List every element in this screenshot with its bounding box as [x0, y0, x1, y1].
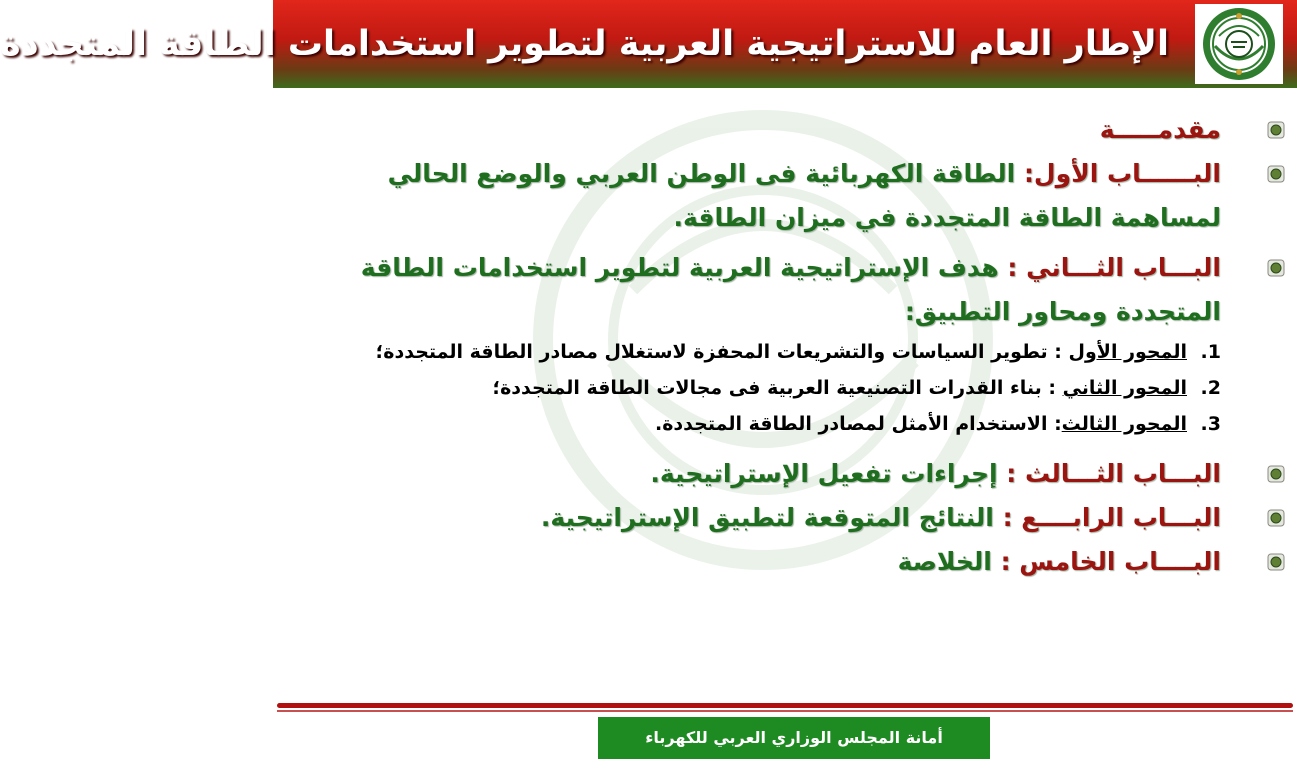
axis-number: 1.	[1200, 341, 1221, 363]
list-item-chapter-3	[331, 452, 1221, 496]
axis-label: المحور الأول	[1068, 341, 1187, 363]
list-item-chapter-2	[331, 246, 1221, 334]
introduction-label: مقدمـــــة	[1099, 115, 1221, 144]
chapter-5-label: البــــاب الخامس :	[1000, 547, 1221, 576]
axis-label: المحور الثاني	[1062, 377, 1187, 399]
axis-separator: :	[1047, 341, 1069, 363]
bullet-icon	[1267, 509, 1285, 527]
footer-divider-thin	[277, 710, 1293, 712]
chapter-1-label: البــــــاب الأول:	[1023, 159, 1221, 188]
axis-separator: :	[1041, 377, 1063, 399]
footer-caption: أمانة المجلس الوزاري العربي للكهرباء	[598, 717, 990, 759]
chapter-3-label: البـــاب الثـــالث :	[1006, 459, 1221, 488]
axis-number: 3.	[1200, 413, 1221, 435]
chapter-4-text: النتائج المتوقعة لتطبيق الإستراتيجية.	[540, 503, 1003, 532]
axis-text: بناء القدرات التصنيعية العربية فى مجالات الطاقة المتجددة؛	[492, 377, 1042, 399]
axis-text: تطوير السياسات والتشريعات المحفزة لاستغلال مصادر الطاقة المتجددة؛	[375, 341, 1048, 363]
bullet-icon	[1267, 465, 1285, 483]
chapter-4-label: البـــاب الرابــــع :	[1002, 503, 1221, 532]
bullet-icon	[1267, 259, 1285, 277]
chapter-3-text: إجراءات تفعيل الإستراتيجية.	[650, 459, 1007, 488]
footer-divider	[277, 703, 1293, 708]
list-item-chapter-1	[331, 152, 1221, 240]
bullet-icon	[1267, 121, 1285, 139]
chapter-1-text: الطاقة الكهربائية فى الوطن العربي والوضع الحالي لمساهمة الطاقة المتجددة في ميزان الطاقة.	[387, 159, 1221, 232]
arab-league-emblem-icon	[1201, 6, 1277, 82]
list-item-chapter-5	[331, 540, 1221, 584]
axis-label: المحور الثالث	[1061, 413, 1187, 435]
axis-item-2	[331, 370, 1221, 406]
axis-text: الاستخدام الأمثل لمصادر الطاقة المتجددة.	[654, 413, 1048, 435]
list-item-chapter-4	[331, 496, 1221, 540]
logo-frame	[1195, 4, 1283, 84]
chapter-5-text: الخلاصة	[897, 547, 1001, 576]
header-banner	[0, 0, 1297, 88]
axis-item-3	[331, 406, 1221, 442]
bullet-icon	[1267, 553, 1285, 571]
bullet-icon	[1267, 165, 1285, 183]
axis-item-1	[331, 334, 1221, 370]
axes-list	[331, 334, 1221, 442]
axis-separator: :	[1047, 413, 1062, 435]
slide-content	[331, 108, 1221, 584]
chapter-2-text: هدف الإستراتيجية العربية لتطوير استخدامات الطاقة المتجددة ومحاور التطبيق:	[360, 253, 1221, 326]
axis-number: 2.	[1200, 377, 1221, 399]
list-item-introduction	[331, 108, 1221, 152]
chapter-2-label: البـــاب الثـــاني :	[1007, 253, 1221, 282]
slide-title: الإطار العام للاستراتيجية العربية لتطوير استخدامات الطاقة المتجددة	[0, 24, 1169, 64]
